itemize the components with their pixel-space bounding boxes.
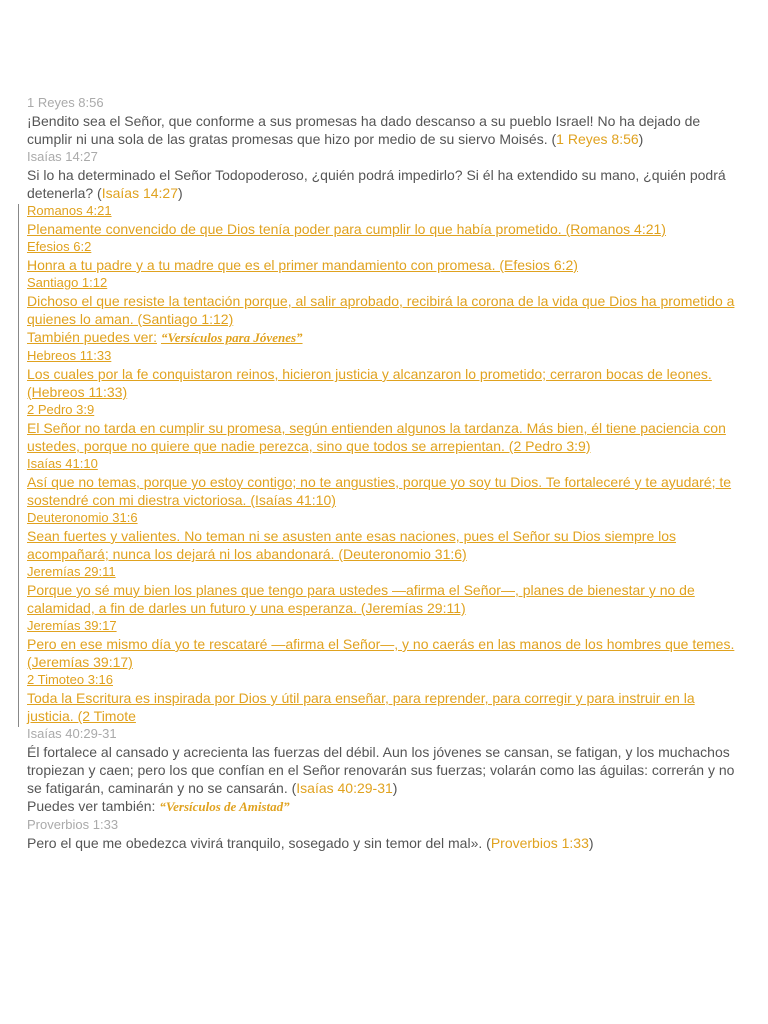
verse-body: ¡Bendito sea el Señor, que conforme a sus promesas ha dado descanso a su pueblo Israel! No ha dejado de cumplir ni una sola de las gratas promesas que hizo por medio de su siervo Moisés. (: [27, 113, 701, 147]
verse-text[interactable]: Plenamente convencido de que Dios tenía poder para cumplir lo que había prometido. (Romanos 4:21): [27, 221, 666, 237]
verse-reference[interactable]: 2 Pedro 3:9: [27, 402, 95, 417]
verse-proverbios-1-33: [27, 816, 745, 852]
verse-jeremias-39-17[interactable]: [27, 617, 745, 671]
verse-text: [27, 834, 745, 852]
verse-jeremias-29-11[interactable]: [27, 563, 745, 617]
verse-body: Él fortalece al cansado y acrecienta las fuerzas del débil. Aun los jóvenes se cansan, se fatigan, y los muchachos tropiezan y caen; pero los que confían en el Señor renovarán sus fuerzas; volarán como las águilas: correrán y no se fatigarán, caminarán y no se cansarán. (: [27, 744, 735, 796]
verse-text[interactable]: Sean fuertes y valientes. No teman ni se asusten ante esas naciones, pues el Señor su Dios siempre los acompañará; nunca los dejará ni los abandonará. (Deuteronomio 31:6): [27, 528, 677, 562]
verse-reference[interactable]: Santiago 1:12: [27, 275, 108, 290]
verse-isaias-14-27: [27, 148, 745, 202]
see-also-label[interactable]: También puedes ver:: [27, 329, 157, 345]
verse-1-reyes-8-56: [27, 94, 745, 148]
verse-reference: Proverbios 1:33: [27, 817, 119, 832]
verse-text[interactable]: Dichoso el que resiste la tentación porque, al salir aprobado, recibirá la corona de la vida que Dios ha prometido a quienes lo aman. (Santiago 1:12): [27, 293, 735, 327]
verse-text[interactable]: Los cuales por la fe conquistaron reinos, hicieron justicia y alcanzaron lo prometido; cerraron bocas de leones. (Hebreos 11:33): [27, 366, 712, 400]
verse-body: Pero el que me obedezca vivirá tranquilo, sosegado y sin temor del mal». (: [27, 835, 491, 851]
verse-citation-link[interactable]: Isaías 40:29-31: [296, 780, 393, 796]
citation-close: ): [638, 131, 644, 147]
verse-reference: 1 Reyes 8:56: [27, 95, 104, 110]
verse-reference[interactable]: Jeremías 29:11: [27, 564, 116, 579]
verse-text[interactable]: Honra a tu padre y a tu madre que es el primer mandamiento con promesa. (Efesios 6:2): [27, 257, 578, 273]
verse-text[interactable]: El Señor no tarda en cumplir su promesa, según entienden algunos la tardanza. Más bien, él tiene paciencia con ustedes, porque no quiere que nadie perezca, sino que todos se arrepientan. (2 Pedro 3:9): [27, 420, 726, 454]
see-also-link-jovenes[interactable]: “Versículos para Jóvenes”: [160, 330, 303, 345]
verse-isaias-41-10[interactable]: [27, 455, 745, 509]
citation-close: ): [392, 780, 398, 796]
verse-isaias-40-29-31: [27, 725, 745, 797]
verse-text[interactable]: Toda la Escritura es inspirada por Dios y útil para enseñar, para reprender, para corregir y para instruir en la justicia. (2 Timote: [27, 690, 695, 724]
verse-efesios-6-2[interactable]: [27, 238, 745, 274]
verse-reference[interactable]: Jeremías 39:17: [27, 618, 117, 633]
document-body: [27, 94, 745, 852]
verse-reference[interactable]: Hebreos 11:33: [27, 348, 112, 363]
verse-hebreos-11-33[interactable]: [27, 347, 745, 401]
verse-text: [27, 743, 745, 797]
verse-text[interactable]: Porque yo sé muy bien los planes que tengo para ustedes —afirma el Señor—, planes de bienestar y no de calamidad, a fin de darles un futuro y una esperanza. (Jeremías 29:11): [27, 582, 695, 616]
citation-close: ): [588, 835, 594, 851]
verse-reference: Isaías 14:27: [27, 149, 98, 164]
verse-2-pedro-3-9[interactable]: [27, 401, 745, 455]
verse-text: [27, 112, 745, 148]
verse-text[interactable]: Pero en ese mismo día yo te rescataré —afirma el Señor—, y no caerás en las manos de los hombres que temes. (Jeremías 39:17): [27, 636, 735, 670]
verse-2-timoteo-3-16[interactable]: [27, 671, 745, 725]
verse-reference[interactable]: 2 Timoteo 3:16: [27, 672, 113, 687]
verse-reference[interactable]: Isaías 41:10: [27, 456, 98, 471]
see-also-link-amistad[interactable]: “Versículos de Amistad”: [159, 799, 290, 814]
verse-body: Si lo ha determinado el Señor Todopoderoso, ¿quién podrá impedirlo? Si él ha extendido su mano, ¿quién podrá detenerla? (: [27, 167, 726, 201]
citation-close: ): [178, 185, 183, 201]
verse-citation-link[interactable]: Proverbios 1:33: [490, 835, 589, 851]
see-also-line[interactable]: [27, 328, 745, 347]
verse-reference[interactable]: Efesios 6:2: [27, 239, 92, 254]
verse-deuteronomio-31-6[interactable]: [27, 509, 745, 563]
see-also-label: Puedes ver también:: [27, 798, 156, 814]
verse-reference[interactable]: Romanos 4:21: [27, 203, 112, 218]
verse-romanos-4-21[interactable]: [27, 202, 745, 238]
linked-verse-group[interactable]: [27, 202, 745, 725]
verse-text[interactable]: Así que no temas, porque yo estoy contigo; no te angusties, porque yo soy tu Dios. Te fortaleceré y te ayudaré; te sostendré con mi diestra victoriosa. (Isaías 41:10): [27, 474, 732, 508]
verse-reference: Isaías 40:29-31: [27, 726, 117, 741]
verse-text: [27, 166, 745, 202]
see-also-line: [27, 797, 745, 816]
verse-reference[interactable]: Deuteronomio 31:6: [27, 510, 138, 525]
verse-citation-link[interactable]: Isaías 14:27: [101, 185, 178, 201]
verse-santiago-1-12[interactable]: [27, 274, 745, 328]
verse-citation-link[interactable]: 1 Reyes 8:56: [556, 131, 639, 147]
